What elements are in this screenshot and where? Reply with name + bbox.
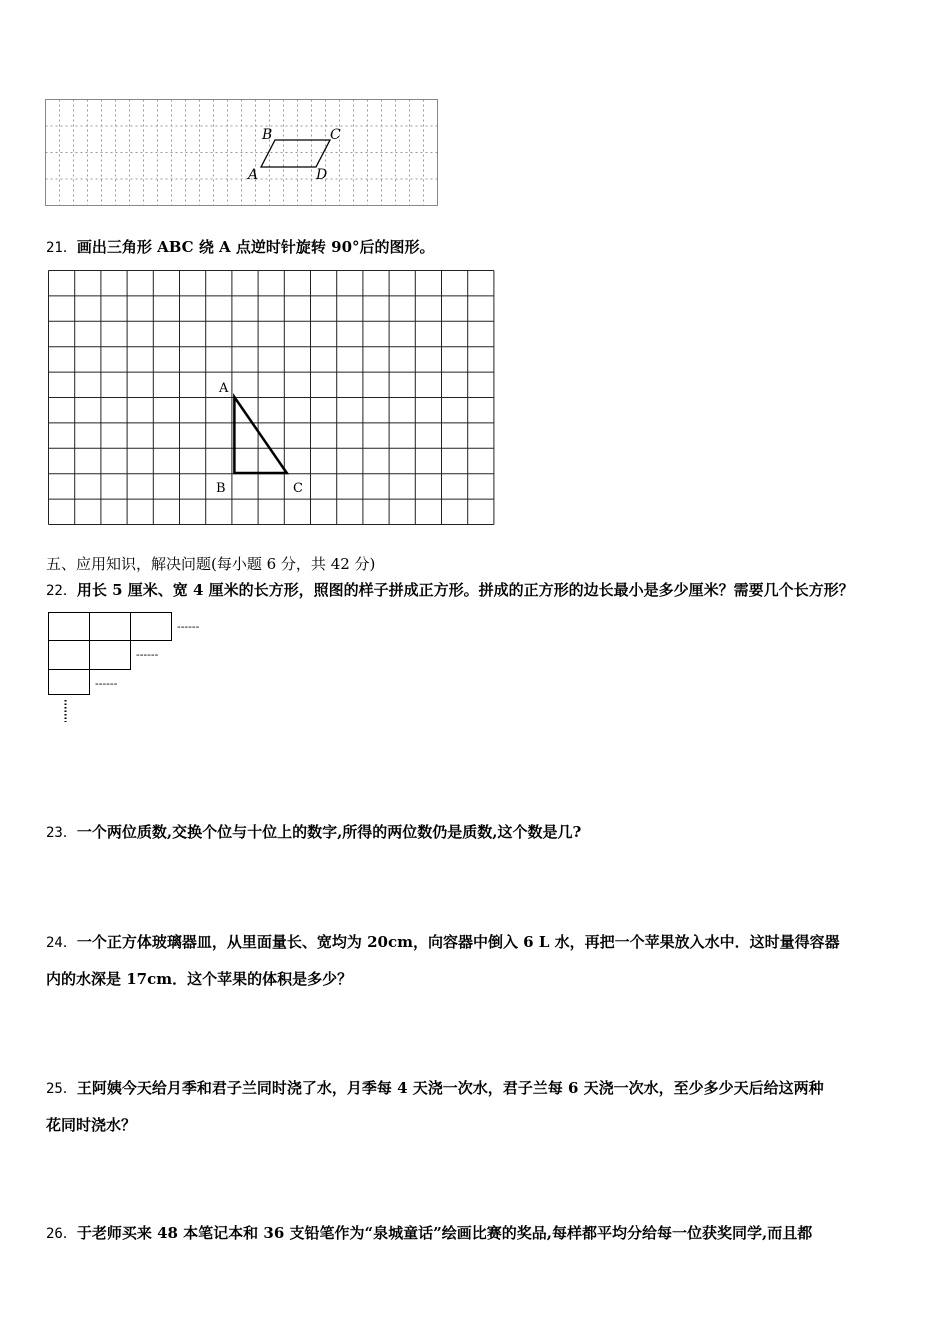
question-text: 用长 5 厘米、宽 4 厘米的长方形，照图的样子拼成正方形。拼成的正方形的边长最小是多少厘米？需要几个长方形？ <box>76 581 854 599</box>
question-number: 24． <box>46 935 77 951</box>
dashes-row1: ------ <box>177 620 200 633</box>
rect-row1-2 <box>90 613 131 641</box>
label-c: C <box>293 481 303 496</box>
question-25-line2: 花同时浇水？ <box>46 1116 137 1134</box>
rectangles-staircase-figure <box>44 608 224 728</box>
question-text: 一个两位质数,交换个位与十位上的数字,所得的两位数仍是质数,这个数是几? <box>76 823 582 841</box>
question-number: 23． <box>46 825 77 841</box>
question-text-line1: 于老师买来 48 本笔记本和 36 支铅笔作为“泉城童话”绘画比赛的奖品,每样都平均分给每一位获奖同学,而且都 <box>76 1224 813 1242</box>
label-b: B <box>262 127 273 143</box>
rect-row1-3 <box>131 613 172 641</box>
question-25 <box>46 1077 824 1098</box>
section-5-title: 五、应用知识，解决问题(每小题 6 分，共 42 分) <box>46 555 376 573</box>
question-24 <box>46 931 840 952</box>
question-number: 22． <box>46 583 77 599</box>
question-number: 21． <box>46 240 77 256</box>
rect-row2-2 <box>90 641 131 670</box>
question-text: 画出三角形 ABC 绕 A 点逆时针旋转 90°后的图形。 <box>76 238 435 256</box>
dashes-row3: ------ <box>95 677 118 690</box>
square-grid <box>49 271 494 525</box>
question-text-line1: 一个正方体玻璃器皿，从里面量长、宽均为 20cm，向容器中倒入 6 L 水，再把一个苹果放入水中．这时量得容器 <box>76 933 840 951</box>
label-d: D <box>316 167 328 183</box>
question-number: 26． <box>46 1226 77 1242</box>
triangle-abc <box>234 397 286 473</box>
label-a: A <box>219 381 229 396</box>
question-number: 25． <box>46 1081 77 1097</box>
dotted-grid <box>46 100 438 206</box>
triangle-grid-figure <box>46 268 504 530</box>
question-26 <box>46 1222 812 1243</box>
label-a: A <box>248 167 259 183</box>
question-22 <box>46 579 854 600</box>
dashes-row2: ------ <box>136 648 159 661</box>
label-b: B <box>216 481 226 496</box>
question-text-line1: 王阿姨今天给月季和君子兰同时浇了水，月季每 4 天浇一次水，君子兰每 6 天浇一次水，至少多少天后给这两种 <box>76 1079 824 1097</box>
rect-row3-1 <box>49 670 90 695</box>
label-c: C <box>330 127 341 143</box>
parallelogram-abcd <box>261 140 330 167</box>
question-21 <box>46 236 435 257</box>
rect-row1-1 <box>49 613 90 641</box>
question-24-line2: 内的水深是 17cm．这个苹果的体积是多少？ <box>46 970 353 988</box>
question-23 <box>46 821 581 842</box>
rect-row2-1 <box>49 641 90 670</box>
parallelogram-grid-figure <box>44 98 440 208</box>
